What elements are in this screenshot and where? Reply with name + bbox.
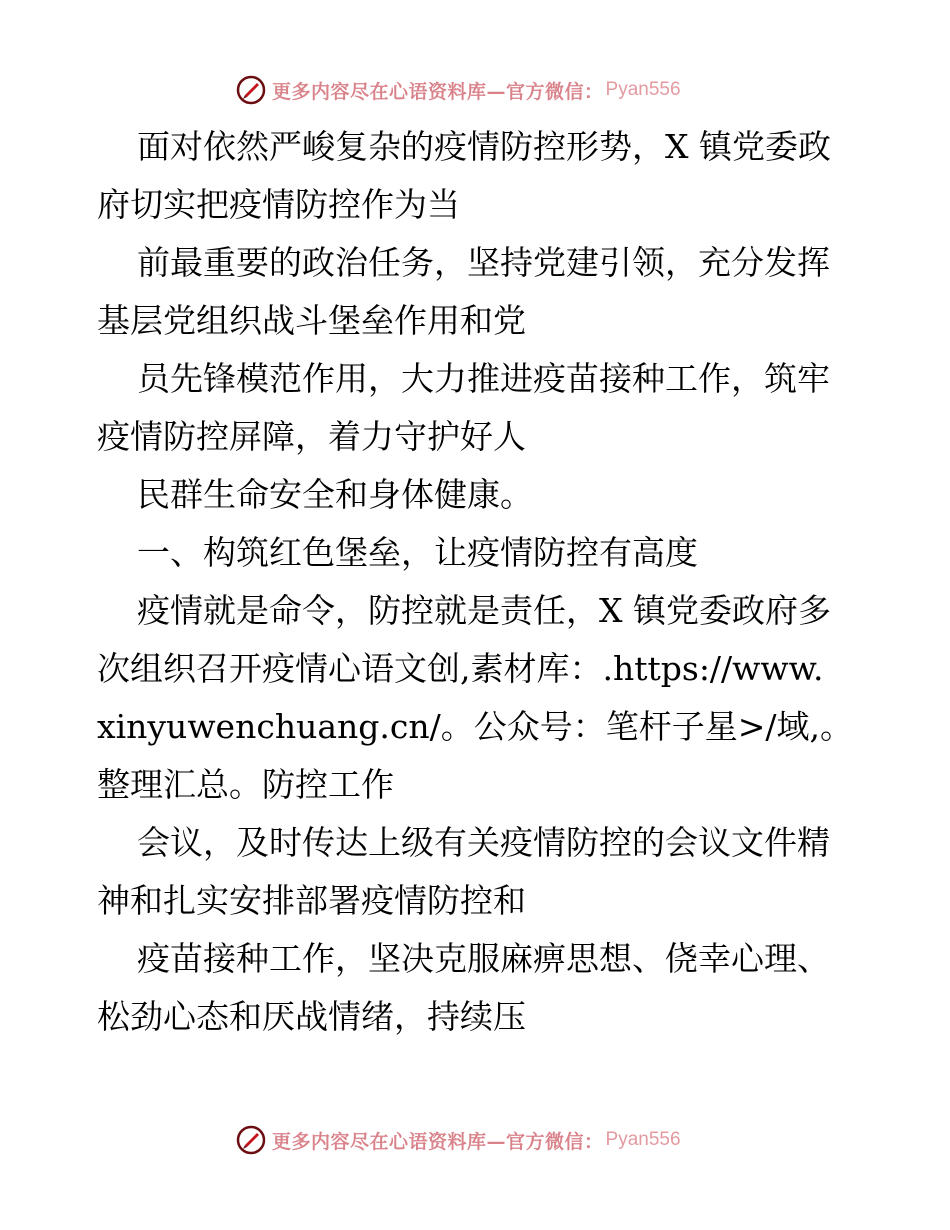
body-line: 员先锋模范作用，大力推进疫苗接种工作，筑牢 — [137, 359, 830, 398]
body-line: 前最重要的政治任务，坚持党建引领，充分发挥 — [137, 243, 830, 282]
body-line: 整理汇总。防控工作 — [97, 765, 394, 804]
section-heading: 一、构筑红色堡垒，让疫情防控有高度 — [137, 533, 698, 572]
body-line: 民群生命安全和身体健康。 — [137, 475, 533, 514]
body-line: 疫苗接种工作，坚决克服麻痹思想、侥幸心理、 — [137, 939, 830, 978]
body-line: 府切实把疫情防控作为当 — [97, 185, 460, 224]
body-line: 会议，及时传达上级有关疫情防控的会议文件精 — [137, 823, 830, 862]
body-line: 次组织召开疫情心语文创,素材库：.https://www. — [97, 649, 824, 688]
footer-banner-id: Pyan556 — [605, 1129, 681, 1150]
body-line: 疫情防控屏障，着力守护好人 — [97, 417, 526, 456]
body-line: xinyuwenchuang.cn/。公众号：笔杆子星>/域,。 — [97, 707, 853, 746]
body-line: 疫情就是命令，防控就是责任，X 镇党委政府多 — [137, 591, 831, 630]
footer-banner-text: 更多内容尽在心语资料库—官方微信： — [272, 1130, 604, 1153]
logo-icon — [236, 75, 266, 105]
header-banner — [236, 73, 681, 107]
header-banner-text: 更多内容尽在心语资料库—官方微信： — [272, 80, 604, 103]
logo-icon — [236, 1125, 266, 1155]
body-text — [97, 118, 857, 1046]
body-line: 神和扎实安排部署疫情防控和 — [97, 881, 526, 920]
body-line: 面对依然严峻复杂的疫情防控形势，X 镇党委政 — [137, 127, 831, 166]
header-banner-id: Pyan556 — [605, 79, 681, 100]
footer-banner — [236, 1123, 681, 1157]
body-line: 基层党组织战斗堡垒作用和党 — [97, 301, 526, 340]
body-line: 松劲心态和厌战情绪，持续压 — [97, 997, 526, 1036]
